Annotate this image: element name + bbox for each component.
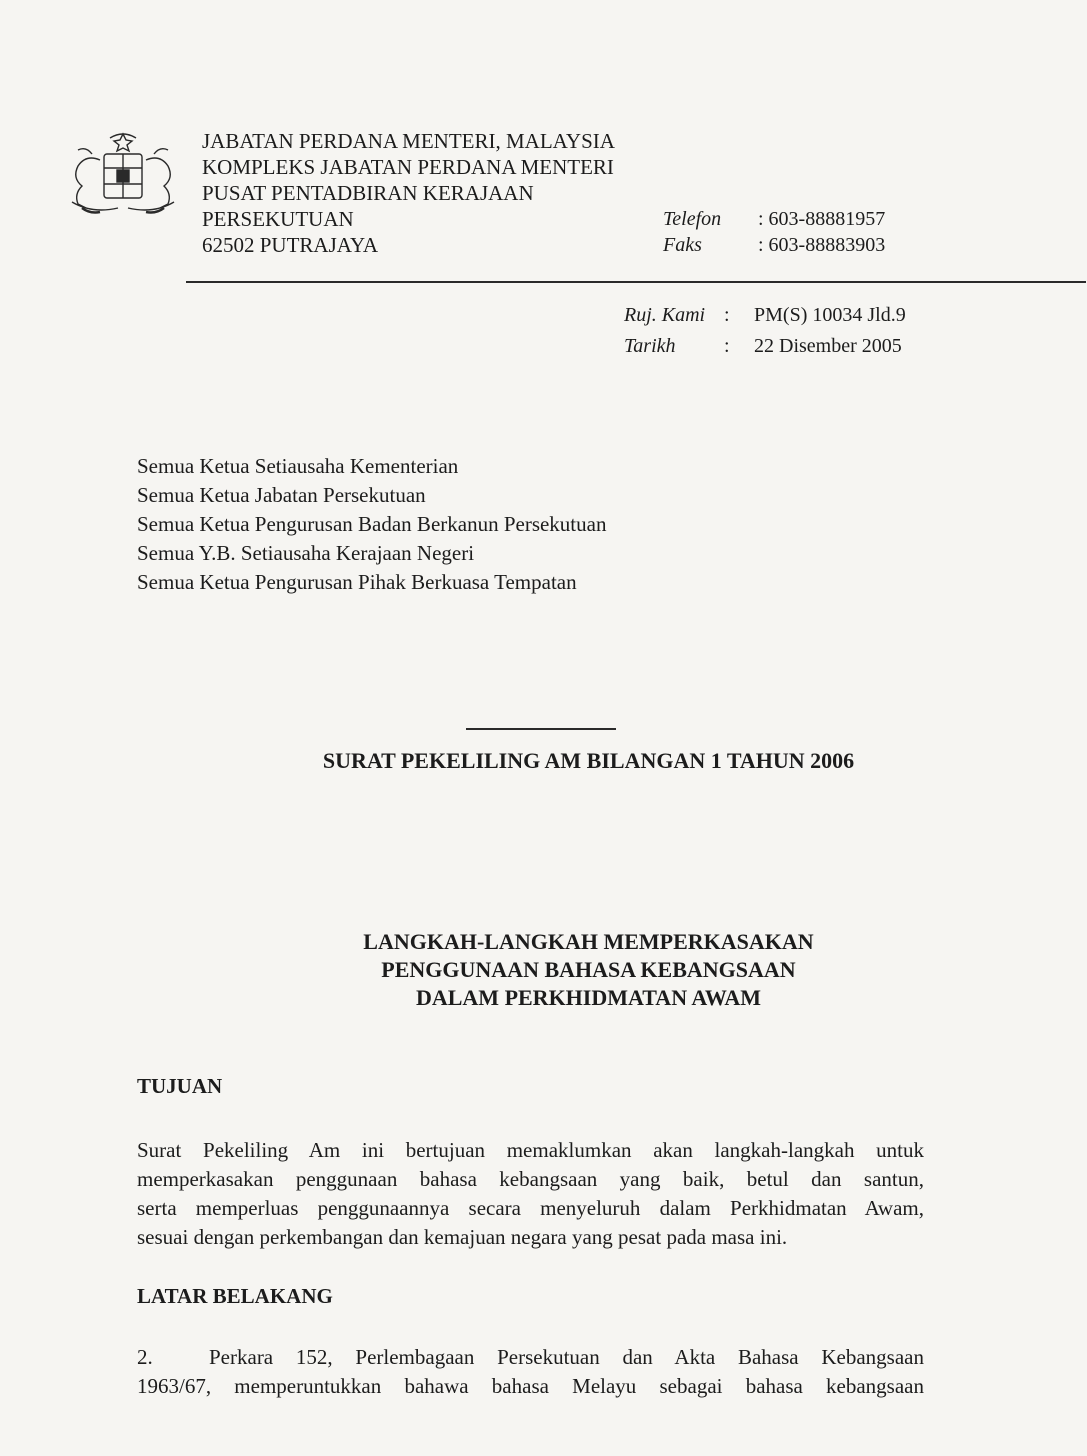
letterhead-line: 62502 PUTRAJAYA — [202, 233, 379, 257]
paragraph-text: Perkara 152, Perlembagaan Persekutuan dan Akta Bahasa Kebangsaan — [209, 1345, 924, 1369]
ruj-value: PM(S) 10034 Jld.9 — [754, 304, 906, 326]
circular-title: SURAT PEKELILING AM BILANGAN 1 TAHUN 2006 — [322, 748, 855, 773]
recipient-item: Semua Ketua Pengurusan Pihak Berkuasa Tempatan — [137, 570, 577, 594]
tarikh-value: 22 Disember 2005 — [754, 335, 902, 357]
paragraph-line: 1963/67, memperuntukkan bahawa bahasa Melayu sebagai bahasa kebangsaan — [137, 1374, 924, 1398]
paragraph-line — [137, 1343, 924, 1372]
main-title — [0, 928, 1087, 1012]
paragraph-number: 2. — [137, 1345, 153, 1369]
paragraph-line: sesuai dengan perkembangan dan kemajuan negara yang pesat pada masa ini. — [137, 1225, 788, 1249]
telefon-value: : 603-88881957 — [758, 208, 886, 230]
letterhead-line: JABATAN PERDANA MENTERI, MALAYSIA — [202, 129, 615, 153]
contact-block — [663, 206, 885, 258]
tarikh-separator: : — [724, 335, 730, 357]
recipient-item: Semua Ketua Jabatan Persekutuan — [137, 483, 426, 507]
ruj-separator: : — [724, 304, 730, 326]
paragraph-line: Surat Pekeliling Am ini bertujuan memaklumkan akan langkah-langkah untuk — [137, 1138, 924, 1162]
main-title-line: DALAM PERKHIDMATAN AWAM — [415, 985, 762, 1010]
recipient-item: Semua Y.B. Setiausaha Kerajaan Negeri — [137, 541, 475, 565]
main-title-line: LANGKAH-LANGKAH MEMPERKASAKAN — [363, 929, 814, 954]
recipient-list — [137, 452, 606, 597]
coat-of-arms-logo — [62, 130, 184, 222]
letterhead-line: KOMPLEKS JABATAN PERDANA MENTERI — [202, 155, 614, 179]
tujuan-paragraph — [137, 1136, 924, 1252]
recipient-item: Semua Ketua Pengurusan Badan Berkanun Persekutuan — [137, 512, 607, 536]
latar-belakang-paragraph — [137, 1343, 924, 1401]
telefon-label: Telefon — [663, 208, 722, 230]
title-divider — [466, 728, 616, 730]
letterhead-line: PUSAT PENTADBIRAN KERAJAAN — [202, 181, 534, 205]
recipient-item: Semua Ketua Setiausaha Kementerian — [137, 454, 459, 478]
faks-label: Faks — [663, 234, 702, 256]
reference-block — [624, 300, 906, 362]
letterhead — [202, 128, 615, 258]
letterhead-line: PERSEKUTUAN — [202, 207, 354, 231]
header-divider — [186, 281, 1086, 283]
ruj-label: Ruj. Kami — [624, 304, 706, 326]
section-heading-latar-belakang: LATAR BELAKANG — [137, 1284, 333, 1308]
paragraph-line: serta memperluas penggunaannya secara menyeluruh dalam Perkhidmatan Awam, — [137, 1196, 924, 1220]
main-title-line: PENGGUNAAN BAHASA KEBANGSAAN — [381, 957, 796, 982]
faks-value: : 603-88883903 — [758, 234, 886, 256]
section-heading-tujuan: TUJUAN — [137, 1074, 223, 1098]
paragraph-line: memperkasakan penggunaan bahasa kebangsaan yang baik, betul dan santun, — [137, 1167, 924, 1191]
tarikh-label: Tarikh — [624, 335, 676, 357]
